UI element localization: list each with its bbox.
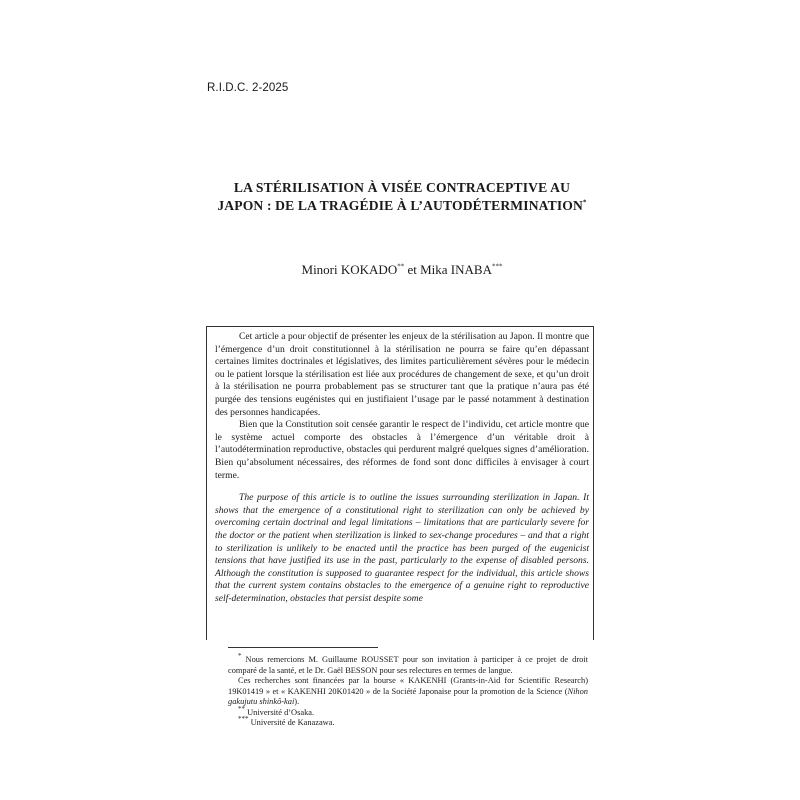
footnote-3 bbox=[228, 715, 588, 729]
footnote-1-funding-italic: Nihon gakujutu shinkô-kai bbox=[228, 686, 588, 706]
author-kokado: Minori KOKADO bbox=[301, 262, 398, 277]
abstract-en-paragraph: The purpose of this article is to outline the issues surrounding sterilization in Japan. It shows that the emergence of a constitutional right to sterilization can only be achieved by overcoming certain doctrinal and legal limitations – limitations that are particularly severe for the doctor or the patient when sterilization is linked to sex-change procedures – and that a right to sterilization is unlikely to be enacted until the practice has been purged of the eugenicist tensions that have justified its use in the past, particularly to the expense of disabled persons. Although the constitution is supposed to guarantee respect for the individual, this article shows that the current system contains obstacles to the emergence of a genuine right to reproductive self-determination, obstacles that persist despite some bbox=[215, 492, 589, 604]
author-conjunction: et bbox=[404, 262, 421, 277]
journal-reference: R.I.D.C. 2-2025 bbox=[207, 82, 289, 94]
abstract-fr-paragraph-2: Bien que la Constitution soit censée garantir le respect de l’individu, cet article montre que le système actuel comporte des obstacles à l’émergence d’un véritable droit à l’autodétermination reproductive, obstacles qui perdurent malgré quelques signes d’amélioration. Bien qu’absolument nécessaires, des réformes de fond sont donc difficiles à envisager à court terme. bbox=[215, 419, 589, 481]
footnote-separator bbox=[228, 647, 378, 648]
footnote-2 bbox=[228, 704, 588, 719]
footnote-2-mark: ** bbox=[238, 704, 245, 713]
title-line-2-text: JAPON : DE LA TRAGÉDIE À L’AUTODÉTERMINATION bbox=[217, 198, 583, 213]
footnote-1-funding bbox=[228, 676, 588, 708]
author-inaba-mark: *** bbox=[491, 262, 503, 271]
footnote-2-text: Université d’Osaka. bbox=[245, 707, 315, 717]
footnote-3-mark: *** bbox=[238, 715, 249, 724]
title-line-2 bbox=[150, 197, 654, 215]
title-line-1: LA STÉRILISATION À VISÉE CONTRACEPTIVE AU bbox=[233, 180, 571, 195]
footnotes bbox=[228, 652, 588, 729]
footnote-1-text: Nous remercions M. Guillaume ROUSSET pour son invitation à participer à ce projet de droit comparé de la santé, et le Dr. Gaël BESSON pour ses relectures en termes de langue. bbox=[228, 655, 588, 675]
article-title bbox=[150, 179, 654, 215]
author-line bbox=[150, 262, 654, 278]
title-footnote-mark: * bbox=[582, 198, 587, 207]
footnote-1 bbox=[228, 652, 588, 676]
abstract-box bbox=[206, 326, 594, 640]
footnote-3-text: Université de Kanazawa. bbox=[248, 718, 335, 727]
author-kokado-mark: ** bbox=[397, 262, 405, 271]
abstract-fr-paragraph-1: Cet article a pour objectif de présenter les enjeux de la stérilisation au Japon. Il montre que l’émergence d’un droit constitutionnel à la stérilisation ne pourra se faire qu’en dépassant certaines limites doctrinales et législatives, des limites particulièrement sévères pour le médecin ou le patient lorsque la stérilisation est liée aux procédures de changement de sexe, et qu’un droit à la stérilisation ne pourra probablement pas se structurer tant que la pratique n’aura pas été purgée des tensions eugénistes qui en justifiaient l’usage par le passé notamment à destination des personnes handicapées. bbox=[215, 331, 589, 418]
author-inaba: Mika INABA bbox=[420, 262, 492, 277]
footnote-1-funding-end: ). bbox=[294, 697, 300, 706]
footnote-1-funding-text: Ces recherches sont financées par la bourse « KAKENHI (Grants-in-Aid for Scientific Research) 19K01419 » et « KAKENHI 20K01420 » de la Société Japonaise pour la promotion de la Science ( bbox=[228, 676, 588, 696]
footnote-1-mark: * bbox=[238, 652, 242, 661]
